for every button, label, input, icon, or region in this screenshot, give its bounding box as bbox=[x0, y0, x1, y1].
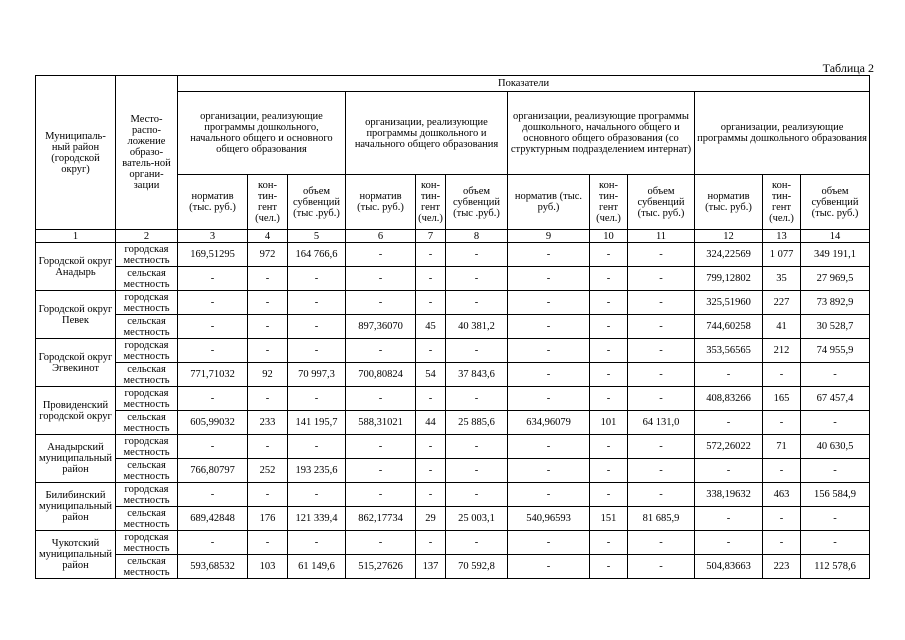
table-cell: 61 149,6 bbox=[288, 555, 346, 579]
table-cell: - bbox=[628, 243, 695, 267]
table-cell: - bbox=[416, 291, 446, 315]
table-cell: - bbox=[695, 507, 763, 531]
table-cell: - bbox=[248, 483, 288, 507]
column-number-10: 10 bbox=[590, 230, 628, 243]
table-cell: 92 bbox=[248, 363, 288, 387]
table-cell: 504,83663 bbox=[695, 555, 763, 579]
table-cell: - bbox=[416, 435, 446, 459]
table-cell: - bbox=[346, 531, 416, 555]
table-cell: 25 003,1 bbox=[446, 507, 508, 531]
header-sub-2: кон-тин-гент (чел.) bbox=[248, 175, 288, 230]
column-number-3: 3 bbox=[178, 230, 248, 243]
table-cell: 112 578,6 bbox=[801, 555, 870, 579]
table-cell: - bbox=[248, 315, 288, 339]
table-cell: - bbox=[763, 531, 801, 555]
table-cell: - bbox=[446, 291, 508, 315]
table-row bbox=[36, 243, 870, 267]
column-number-9: 9 bbox=[508, 230, 590, 243]
column-number-7: 7 bbox=[416, 230, 446, 243]
table-cell: 71 bbox=[763, 435, 801, 459]
table-cell: - bbox=[416, 459, 446, 483]
header-sub-1: норматив (тыс. руб.) bbox=[178, 175, 248, 230]
table-cell: - bbox=[508, 267, 590, 291]
table-row bbox=[36, 411, 870, 435]
header-sub-11: кон-тин-гент (чел.) bbox=[763, 175, 801, 230]
column-number-8: 8 bbox=[446, 230, 508, 243]
table-cell: - bbox=[628, 531, 695, 555]
table-cell: - bbox=[288, 339, 346, 363]
table-cell: - bbox=[695, 459, 763, 483]
table-cell: - bbox=[628, 387, 695, 411]
table-cell: 73 892,9 bbox=[801, 291, 870, 315]
table-cell: 137 bbox=[416, 555, 446, 579]
table-cell: - bbox=[508, 555, 590, 579]
table-cell: - bbox=[590, 387, 628, 411]
municipality-name: Провиденский городской округ bbox=[36, 387, 116, 435]
table-cell: - bbox=[416, 531, 446, 555]
header-group-2: организации, реализующие программы дошкольного и начального общего образования bbox=[346, 92, 508, 175]
table-cell: - bbox=[590, 435, 628, 459]
table-cell: - bbox=[508, 531, 590, 555]
table-cell: - bbox=[346, 243, 416, 267]
table-row bbox=[36, 459, 870, 483]
table-row bbox=[36, 291, 870, 315]
table-cell: - bbox=[288, 387, 346, 411]
table-cell: 744,60258 bbox=[695, 315, 763, 339]
table-cell: - bbox=[590, 339, 628, 363]
table-cell: - bbox=[178, 267, 248, 291]
table-cell: 54 bbox=[416, 363, 446, 387]
table-cell: 252 bbox=[248, 459, 288, 483]
table-cell: - bbox=[416, 339, 446, 363]
table-row bbox=[36, 267, 870, 291]
table-cell: - bbox=[508, 363, 590, 387]
table-cell: - bbox=[178, 531, 248, 555]
table-cell: - bbox=[248, 339, 288, 363]
table-cell: 165 bbox=[763, 387, 801, 411]
table-cell: - bbox=[590, 315, 628, 339]
municipality-name: Чукотский муниципальный район bbox=[36, 531, 116, 579]
table-cell: - bbox=[248, 291, 288, 315]
table-cell: 515,27626 bbox=[346, 555, 416, 579]
table-cell: - bbox=[248, 387, 288, 411]
table-cell: - bbox=[763, 411, 801, 435]
table-row bbox=[36, 507, 870, 531]
table-cell: 29 bbox=[416, 507, 446, 531]
table-cell: - bbox=[628, 291, 695, 315]
header-sub-7: норматив (тыс. руб.) bbox=[508, 175, 590, 230]
table-cell: 70 592,8 bbox=[446, 555, 508, 579]
location-type: сельская местность bbox=[116, 507, 178, 531]
table-cell: - bbox=[628, 363, 695, 387]
header-indicators: Показатели bbox=[178, 76, 870, 92]
location-type: сельская местность bbox=[116, 315, 178, 339]
table-cell: - bbox=[248, 267, 288, 291]
table-cell: - bbox=[288, 315, 346, 339]
table-cell: 193 235,6 bbox=[288, 459, 346, 483]
table-cell: 689,42848 bbox=[178, 507, 248, 531]
table-cell: - bbox=[628, 339, 695, 363]
table-cell: 64 131,0 bbox=[628, 411, 695, 435]
header-location: Место-распо-ложение образо-ватель-ной органи-зации bbox=[116, 76, 178, 230]
table-cell: - bbox=[416, 267, 446, 291]
table-cell: - bbox=[763, 459, 801, 483]
table-cell: - bbox=[801, 459, 870, 483]
table-cell: 70 997,3 bbox=[288, 363, 346, 387]
table-cell: - bbox=[416, 387, 446, 411]
location-type: городская местность bbox=[116, 483, 178, 507]
header-group-3: организации, реализующие программы дошкольного, начального общего и основного общего образования (со структурным подразделением интернат) bbox=[508, 92, 695, 175]
header-sub-10: норматив (тыс. руб.) bbox=[695, 175, 763, 230]
table-cell: - bbox=[590, 267, 628, 291]
table-cell: 771,71032 bbox=[178, 363, 248, 387]
table-cell: - bbox=[628, 483, 695, 507]
table-cell: - bbox=[446, 435, 508, 459]
table-cell: - bbox=[508, 435, 590, 459]
table-cell: - bbox=[346, 435, 416, 459]
table-cell: - bbox=[763, 363, 801, 387]
table-cell: - bbox=[801, 507, 870, 531]
table-cell: - bbox=[178, 483, 248, 507]
table-row bbox=[36, 363, 870, 387]
table-cell: 44 bbox=[416, 411, 446, 435]
table-row bbox=[36, 387, 870, 411]
table-cell: - bbox=[695, 411, 763, 435]
table-cell: - bbox=[416, 243, 446, 267]
location-type: городская местность bbox=[116, 243, 178, 267]
table-cell: - bbox=[178, 435, 248, 459]
table-cell: 67 457,4 bbox=[801, 387, 870, 411]
table-cell: - bbox=[346, 483, 416, 507]
table-cell: 74 955,9 bbox=[801, 339, 870, 363]
table-cell: 81 685,9 bbox=[628, 507, 695, 531]
table-cell: 862,17734 bbox=[346, 507, 416, 531]
table-cell: - bbox=[628, 459, 695, 483]
table-cell: - bbox=[628, 555, 695, 579]
municipality-name: Анадырский муниципальный район bbox=[36, 435, 116, 483]
header-sub-3: объем субвенций (тыс .руб.) bbox=[288, 175, 346, 230]
column-number-13: 13 bbox=[763, 230, 801, 243]
location-type: городская местность bbox=[116, 531, 178, 555]
table-cell: 593,68532 bbox=[178, 555, 248, 579]
table-cell: - bbox=[763, 507, 801, 531]
table-cell: 101 bbox=[590, 411, 628, 435]
table-cell: - bbox=[590, 483, 628, 507]
table-cell: - bbox=[695, 363, 763, 387]
header-group-1: организации, реализующие программы дошкольного, начального общего и основного общего образования bbox=[178, 92, 346, 175]
table-cell: - bbox=[628, 267, 695, 291]
table-cell: - bbox=[446, 483, 508, 507]
header-sub-4: норматив (тыс. руб.) bbox=[346, 175, 416, 230]
table-cell: - bbox=[508, 459, 590, 483]
table-cell: 37 843,6 bbox=[446, 363, 508, 387]
table-cell: - bbox=[628, 315, 695, 339]
table-cell: - bbox=[178, 339, 248, 363]
header-sub-9: объем субвенций (тыс. руб.) bbox=[628, 175, 695, 230]
table-cell: 41 bbox=[763, 315, 801, 339]
table-cell: - bbox=[248, 435, 288, 459]
table-cell: 540,96593 bbox=[508, 507, 590, 531]
table-cell: 227 bbox=[763, 291, 801, 315]
table-cell: 176 bbox=[248, 507, 288, 531]
location-type: городская местность bbox=[116, 339, 178, 363]
table-cell: - bbox=[508, 387, 590, 411]
table-cell: 588,31021 bbox=[346, 411, 416, 435]
table-cell: 141 195,7 bbox=[288, 411, 346, 435]
table-cell: 30 528,7 bbox=[801, 315, 870, 339]
table-cell: 324,22569 bbox=[695, 243, 763, 267]
column-number-4: 4 bbox=[248, 230, 288, 243]
table-row bbox=[36, 555, 870, 579]
table-cell: - bbox=[446, 339, 508, 363]
table-cell: 572,26022 bbox=[695, 435, 763, 459]
table-cell: 156 584,9 bbox=[801, 483, 870, 507]
table-cell: - bbox=[590, 531, 628, 555]
table-row bbox=[36, 531, 870, 555]
table-cell: 45 bbox=[416, 315, 446, 339]
table-cell: 151 bbox=[590, 507, 628, 531]
municipality-name: Городской округ Эгвекинот bbox=[36, 339, 116, 387]
table-cell: 605,99032 bbox=[178, 411, 248, 435]
table-cell: 25 885,6 bbox=[446, 411, 508, 435]
header-municipality: Муниципаль-ный район (городской округ) bbox=[36, 76, 116, 230]
table-cell: - bbox=[446, 531, 508, 555]
table-cell: - bbox=[801, 411, 870, 435]
location-type: сельская местность bbox=[116, 411, 178, 435]
municipality-name: Билибинский муниципальный район bbox=[36, 483, 116, 531]
header-sub-5: кон-тин-гент (чел.) bbox=[416, 175, 446, 230]
table-cell: - bbox=[446, 387, 508, 411]
table-cell: - bbox=[178, 315, 248, 339]
table-row bbox=[36, 435, 870, 459]
municipality-name: Городской округ Анадырь bbox=[36, 243, 116, 291]
column-number-12: 12 bbox=[695, 230, 763, 243]
table-row bbox=[36, 339, 870, 363]
table-cell: 766,80797 bbox=[178, 459, 248, 483]
header-sub-12: объем субвенций (тыс. руб.) bbox=[801, 175, 870, 230]
table-cell: - bbox=[288, 291, 346, 315]
table-cell: - bbox=[416, 483, 446, 507]
table-cell: - bbox=[288, 267, 346, 291]
table-cell: - bbox=[346, 291, 416, 315]
table-cell: 27 969,5 bbox=[801, 267, 870, 291]
table-cell: - bbox=[590, 459, 628, 483]
column-number-5: 5 bbox=[288, 230, 346, 243]
table-cell: 164 766,6 bbox=[288, 243, 346, 267]
table-cell: - bbox=[508, 339, 590, 363]
table-cell: 1 077 bbox=[763, 243, 801, 267]
table-cell: - bbox=[446, 243, 508, 267]
table-cell: 40 381,2 bbox=[446, 315, 508, 339]
column-number-6: 6 bbox=[346, 230, 416, 243]
table-caption: Таблица 2 bbox=[822, 61, 874, 75]
table-cell: 799,12802 bbox=[695, 267, 763, 291]
table-cell: - bbox=[508, 315, 590, 339]
header-group-4: организации, реализующие программы дошкольного образования bbox=[695, 92, 870, 175]
location-type: городская местность bbox=[116, 435, 178, 459]
table-cell: - bbox=[801, 363, 870, 387]
table-cell: - bbox=[508, 291, 590, 315]
table-cell: - bbox=[695, 531, 763, 555]
table-cell: 972 bbox=[248, 243, 288, 267]
table-cell: - bbox=[508, 483, 590, 507]
data-table bbox=[35, 75, 870, 579]
table-cell: - bbox=[590, 555, 628, 579]
header-sub-8: кон-тин-гент (чел.) bbox=[590, 175, 628, 230]
table-cell: - bbox=[288, 531, 346, 555]
table-cell: 169,51295 bbox=[178, 243, 248, 267]
table-cell: - bbox=[346, 267, 416, 291]
table-cell: - bbox=[590, 363, 628, 387]
table-cell: - bbox=[346, 339, 416, 363]
table-cell: - bbox=[288, 435, 346, 459]
location-type: сельская местность bbox=[116, 459, 178, 483]
table-cell: 121 339,4 bbox=[288, 507, 346, 531]
location-type: городская местность bbox=[116, 291, 178, 315]
table-cell: 463 bbox=[763, 483, 801, 507]
table-cell: - bbox=[801, 531, 870, 555]
table-cell: - bbox=[178, 291, 248, 315]
table-cell: 325,51960 bbox=[695, 291, 763, 315]
table-cell: - bbox=[248, 531, 288, 555]
column-number-11: 11 bbox=[628, 230, 695, 243]
table-cell: 212 bbox=[763, 339, 801, 363]
table-cell: - bbox=[628, 435, 695, 459]
location-type: сельская местность bbox=[116, 363, 178, 387]
table-cell: - bbox=[178, 387, 248, 411]
table-cell: - bbox=[508, 243, 590, 267]
column-number-2: 2 bbox=[116, 230, 178, 243]
table-cell: 223 bbox=[763, 555, 801, 579]
table-cell: - bbox=[590, 291, 628, 315]
table-cell: - bbox=[346, 387, 416, 411]
municipality-name: Городской округ Певек bbox=[36, 291, 116, 339]
table-cell: - bbox=[346, 459, 416, 483]
table-cell: 408,83266 bbox=[695, 387, 763, 411]
table-cell: - bbox=[446, 459, 508, 483]
table-cell: - bbox=[288, 483, 346, 507]
table-cell: - bbox=[446, 267, 508, 291]
table-cell: 103 bbox=[248, 555, 288, 579]
table-cell: 40 630,5 bbox=[801, 435, 870, 459]
column-number-14: 14 bbox=[801, 230, 870, 243]
table-cell: 897,36070 bbox=[346, 315, 416, 339]
location-type: сельская местность bbox=[116, 555, 178, 579]
table-cell: 353,56565 bbox=[695, 339, 763, 363]
table-cell: 700,80824 bbox=[346, 363, 416, 387]
location-type: городская местность bbox=[116, 387, 178, 411]
table-row bbox=[36, 483, 870, 507]
table-row bbox=[36, 315, 870, 339]
table-cell: - bbox=[590, 243, 628, 267]
table-cell: 338,19632 bbox=[695, 483, 763, 507]
table-cell: 349 191,1 bbox=[801, 243, 870, 267]
location-type: сельская местность bbox=[116, 267, 178, 291]
table-cell: 634,96079 bbox=[508, 411, 590, 435]
header-sub-6: объем субвенций (тыс .руб.) bbox=[446, 175, 508, 230]
table-cell: 233 bbox=[248, 411, 288, 435]
column-number-1: 1 bbox=[36, 230, 116, 243]
table-cell: 35 bbox=[763, 267, 801, 291]
